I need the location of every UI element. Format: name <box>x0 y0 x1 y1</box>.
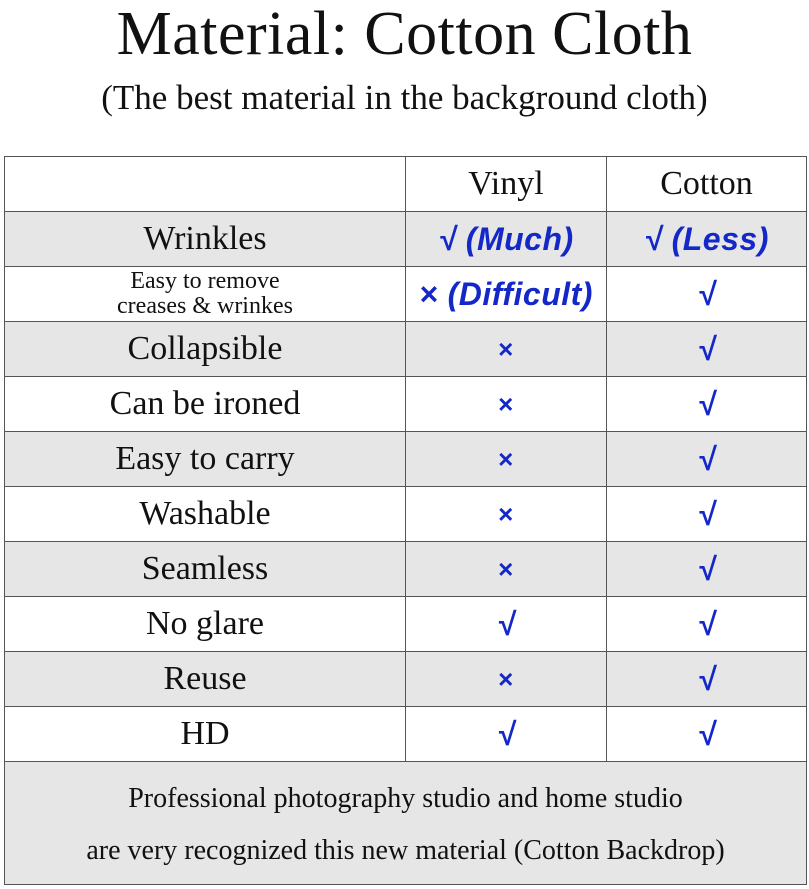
feature-cell <box>5 597 406 652</box>
cotton-mark: √ <box>697 385 716 422</box>
table-row <box>5 267 807 322</box>
feature-label: Washable <box>139 495 271 532</box>
cotton-cell <box>607 542 807 597</box>
cotton-mark: √ (Less) <box>644 220 769 257</box>
feature-label: Seamless <box>141 550 269 587</box>
feature-label: No glare <box>145 605 264 642</box>
cotton-cell <box>607 377 807 432</box>
feature-cell <box>5 212 406 267</box>
header-cell-feature <box>5 157 406 212</box>
feature-label: Easy to carry <box>115 440 295 477</box>
vinyl-cell <box>406 542 607 597</box>
feature-label: HD <box>180 715 230 752</box>
header-cell-cotton: Cotton <box>607 157 807 212</box>
cotton-mark: √ <box>697 660 716 697</box>
feature-cell <box>5 322 406 377</box>
vinyl-mark: √ <box>496 605 516 642</box>
feature-label <box>117 269 293 319</box>
vinyl-cell <box>406 212 607 267</box>
table-row <box>5 597 807 652</box>
feature-label: Wrinkles <box>143 220 267 257</box>
cotton-cell <box>607 707 807 762</box>
cotton-cell <box>607 487 807 542</box>
feature-cell <box>5 707 406 762</box>
cotton-mark: √ <box>697 495 716 532</box>
vinyl-mark: × <box>498 553 514 584</box>
feature-label: Reuse <box>163 660 247 697</box>
vinyl-mark: × <box>498 333 514 364</box>
table-row <box>5 432 807 487</box>
vinyl-cell <box>406 322 607 377</box>
cotton-mark: √ <box>697 440 716 477</box>
vinyl-mark: × <box>498 443 514 474</box>
table-row <box>5 707 807 762</box>
feature-label-line1: Easy to remove <box>130 268 280 294</box>
feature-cell <box>5 487 406 542</box>
table-row <box>5 487 807 542</box>
table-row <box>5 377 807 432</box>
vinyl-mark: √ (Much) <box>438 220 574 257</box>
cotton-cell <box>607 652 807 707</box>
footer-row <box>5 762 807 885</box>
feature-cell <box>5 267 406 322</box>
vinyl-cell <box>406 267 607 322</box>
cotton-mark: √ <box>697 550 716 587</box>
table-row <box>5 542 807 597</box>
footer-cell <box>5 762 807 885</box>
feature-label: Collapsible <box>127 330 283 367</box>
cotton-mark: √ <box>697 330 716 367</box>
feature-label-line2: creases & wrinkes <box>117 293 293 319</box>
vinyl-mark: × (Difficult) <box>419 275 593 312</box>
vinyl-cell <box>406 652 607 707</box>
cotton-cell <box>607 597 807 652</box>
vinyl-mark: √ <box>496 715 516 752</box>
footer-line-2: are very recognized this new material (Cotton Backdrop) <box>86 835 725 866</box>
cotton-cell <box>607 267 807 322</box>
feature-cell <box>5 652 406 707</box>
vinyl-cell <box>406 377 607 432</box>
table-row <box>5 322 807 377</box>
table-header-row <box>5 157 807 212</box>
page-title: Material: Cotton Cloth <box>116 0 693 68</box>
vinyl-cell <box>406 597 607 652</box>
vinyl-cell <box>406 487 607 542</box>
vinyl-mark: × <box>498 663 514 694</box>
feature-cell <box>5 542 406 597</box>
table-row <box>5 212 807 267</box>
cotton-cell <box>607 432 807 487</box>
table-row <box>5 652 807 707</box>
cotton-cell <box>607 212 807 267</box>
feature-cell <box>5 377 406 432</box>
footer-line-1: Professional photography studio and home studio <box>128 783 683 814</box>
vinyl-mark: × <box>498 388 514 419</box>
cotton-cell <box>607 322 807 377</box>
page-subtitle: (The best material in the background cloth) <box>101 78 708 117</box>
cotton-mark: √ <box>697 275 716 312</box>
comparison-table <box>4 156 807 885</box>
vinyl-mark: × <box>498 498 514 529</box>
cotton-mark: √ <box>697 715 716 752</box>
vinyl-cell <box>406 707 607 762</box>
header-cell-vinyl: Vinyl <box>406 157 607 212</box>
cotton-mark: √ <box>697 605 716 642</box>
feature-label: Can be ironed <box>109 385 301 422</box>
vinyl-cell <box>406 432 607 487</box>
feature-cell <box>5 432 406 487</box>
